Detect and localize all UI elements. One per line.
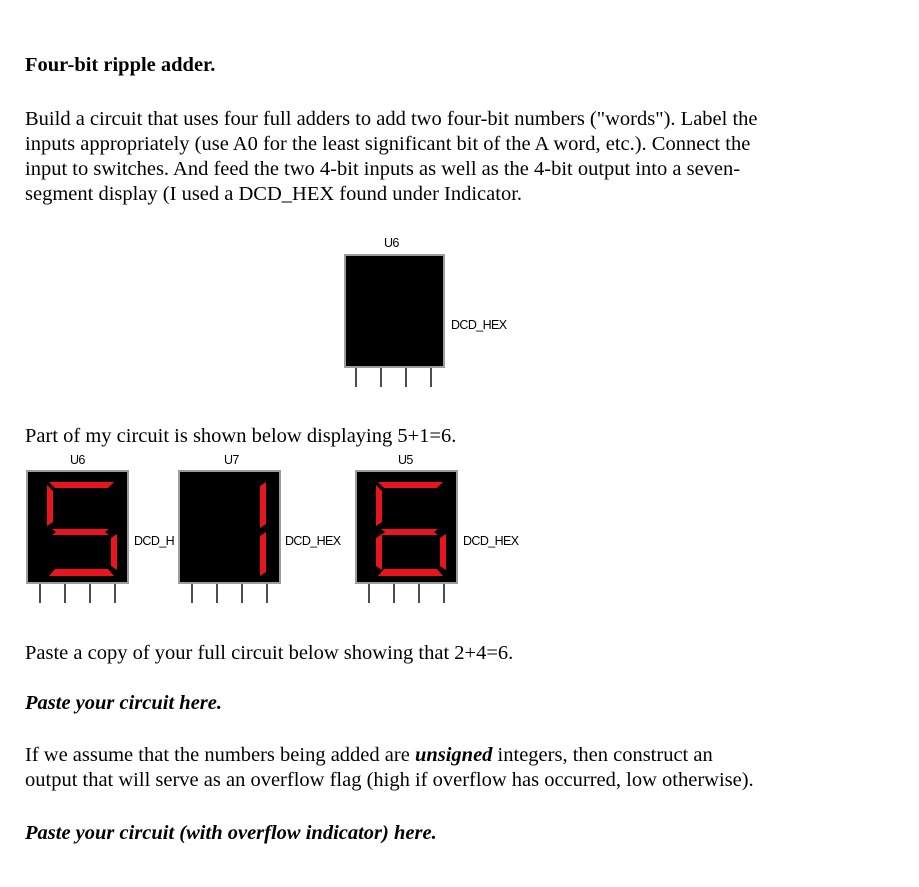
figure1-pins xyxy=(350,368,440,388)
figure2-device1-body xyxy=(26,470,129,584)
paragraph2-line2: output that will serve as an overflow flag (high if overflow has occurred, low otherwise). xyxy=(25,769,754,791)
figure2-device1-ref: U6 xyxy=(70,453,85,467)
paste-placeholder-1: Paste your circuit here. xyxy=(25,692,223,714)
figure1-ref-label: U6 xyxy=(384,236,399,250)
paragraph2-line1 xyxy=(25,743,713,768)
paragraph2-text-before: If we assume that the numbers being added are xyxy=(25,744,415,766)
figure2-device2-pins xyxy=(186,584,276,604)
seven-segment-digit xyxy=(180,472,279,582)
seven-segment-digit xyxy=(357,472,456,582)
figure2-device3-type: DCD_HEX xyxy=(463,534,519,548)
figure1-display-body xyxy=(344,254,445,368)
figure2-device2-type: DCD_HEX xyxy=(285,534,341,548)
figure2-device3-body xyxy=(355,470,458,584)
paragraph2-emphasis: unsigned xyxy=(414,744,493,766)
figure2-device2-ref: U7 xyxy=(224,453,239,467)
paragraph1-line3: input to switches. And feed the two 4-bit inputs as well as the 4-bit output into a seven- xyxy=(25,158,741,180)
figure2-device1-type: DCD_H xyxy=(134,534,175,548)
seven-segment-digit xyxy=(28,472,127,582)
paragraph1-line4: segment display (I used a DCD_HEX found under Indicator. xyxy=(25,183,523,205)
figure1-type-label: DCD_HEX xyxy=(451,318,507,332)
heading: Four-bit ripple adder. xyxy=(25,54,216,76)
paragraph1-line2: inputs appropriately (use A0 for the least significant bit of the A word, etc.). Connect the xyxy=(25,133,751,155)
paragraph1-line1: Build a circuit that uses four full adders to add two four-bit numbers ("words"). Label the xyxy=(25,108,758,130)
paragraph2-text-after: integers, then construct an xyxy=(492,744,713,766)
figure2-device3-ref: U5 xyxy=(398,453,413,467)
figure2-device1-pins xyxy=(34,584,124,604)
figure2-device2-body xyxy=(178,470,281,584)
figure2-device3-pins xyxy=(363,584,453,604)
paste-placeholder-2: Paste your circuit (with overflow indicator) here. xyxy=(25,822,437,844)
caption2: Part of my circuit is shown below displaying 5+1=6. xyxy=(25,425,457,447)
instruction1: Paste a copy of your full circuit below showing that 2+4=6. xyxy=(25,642,514,664)
